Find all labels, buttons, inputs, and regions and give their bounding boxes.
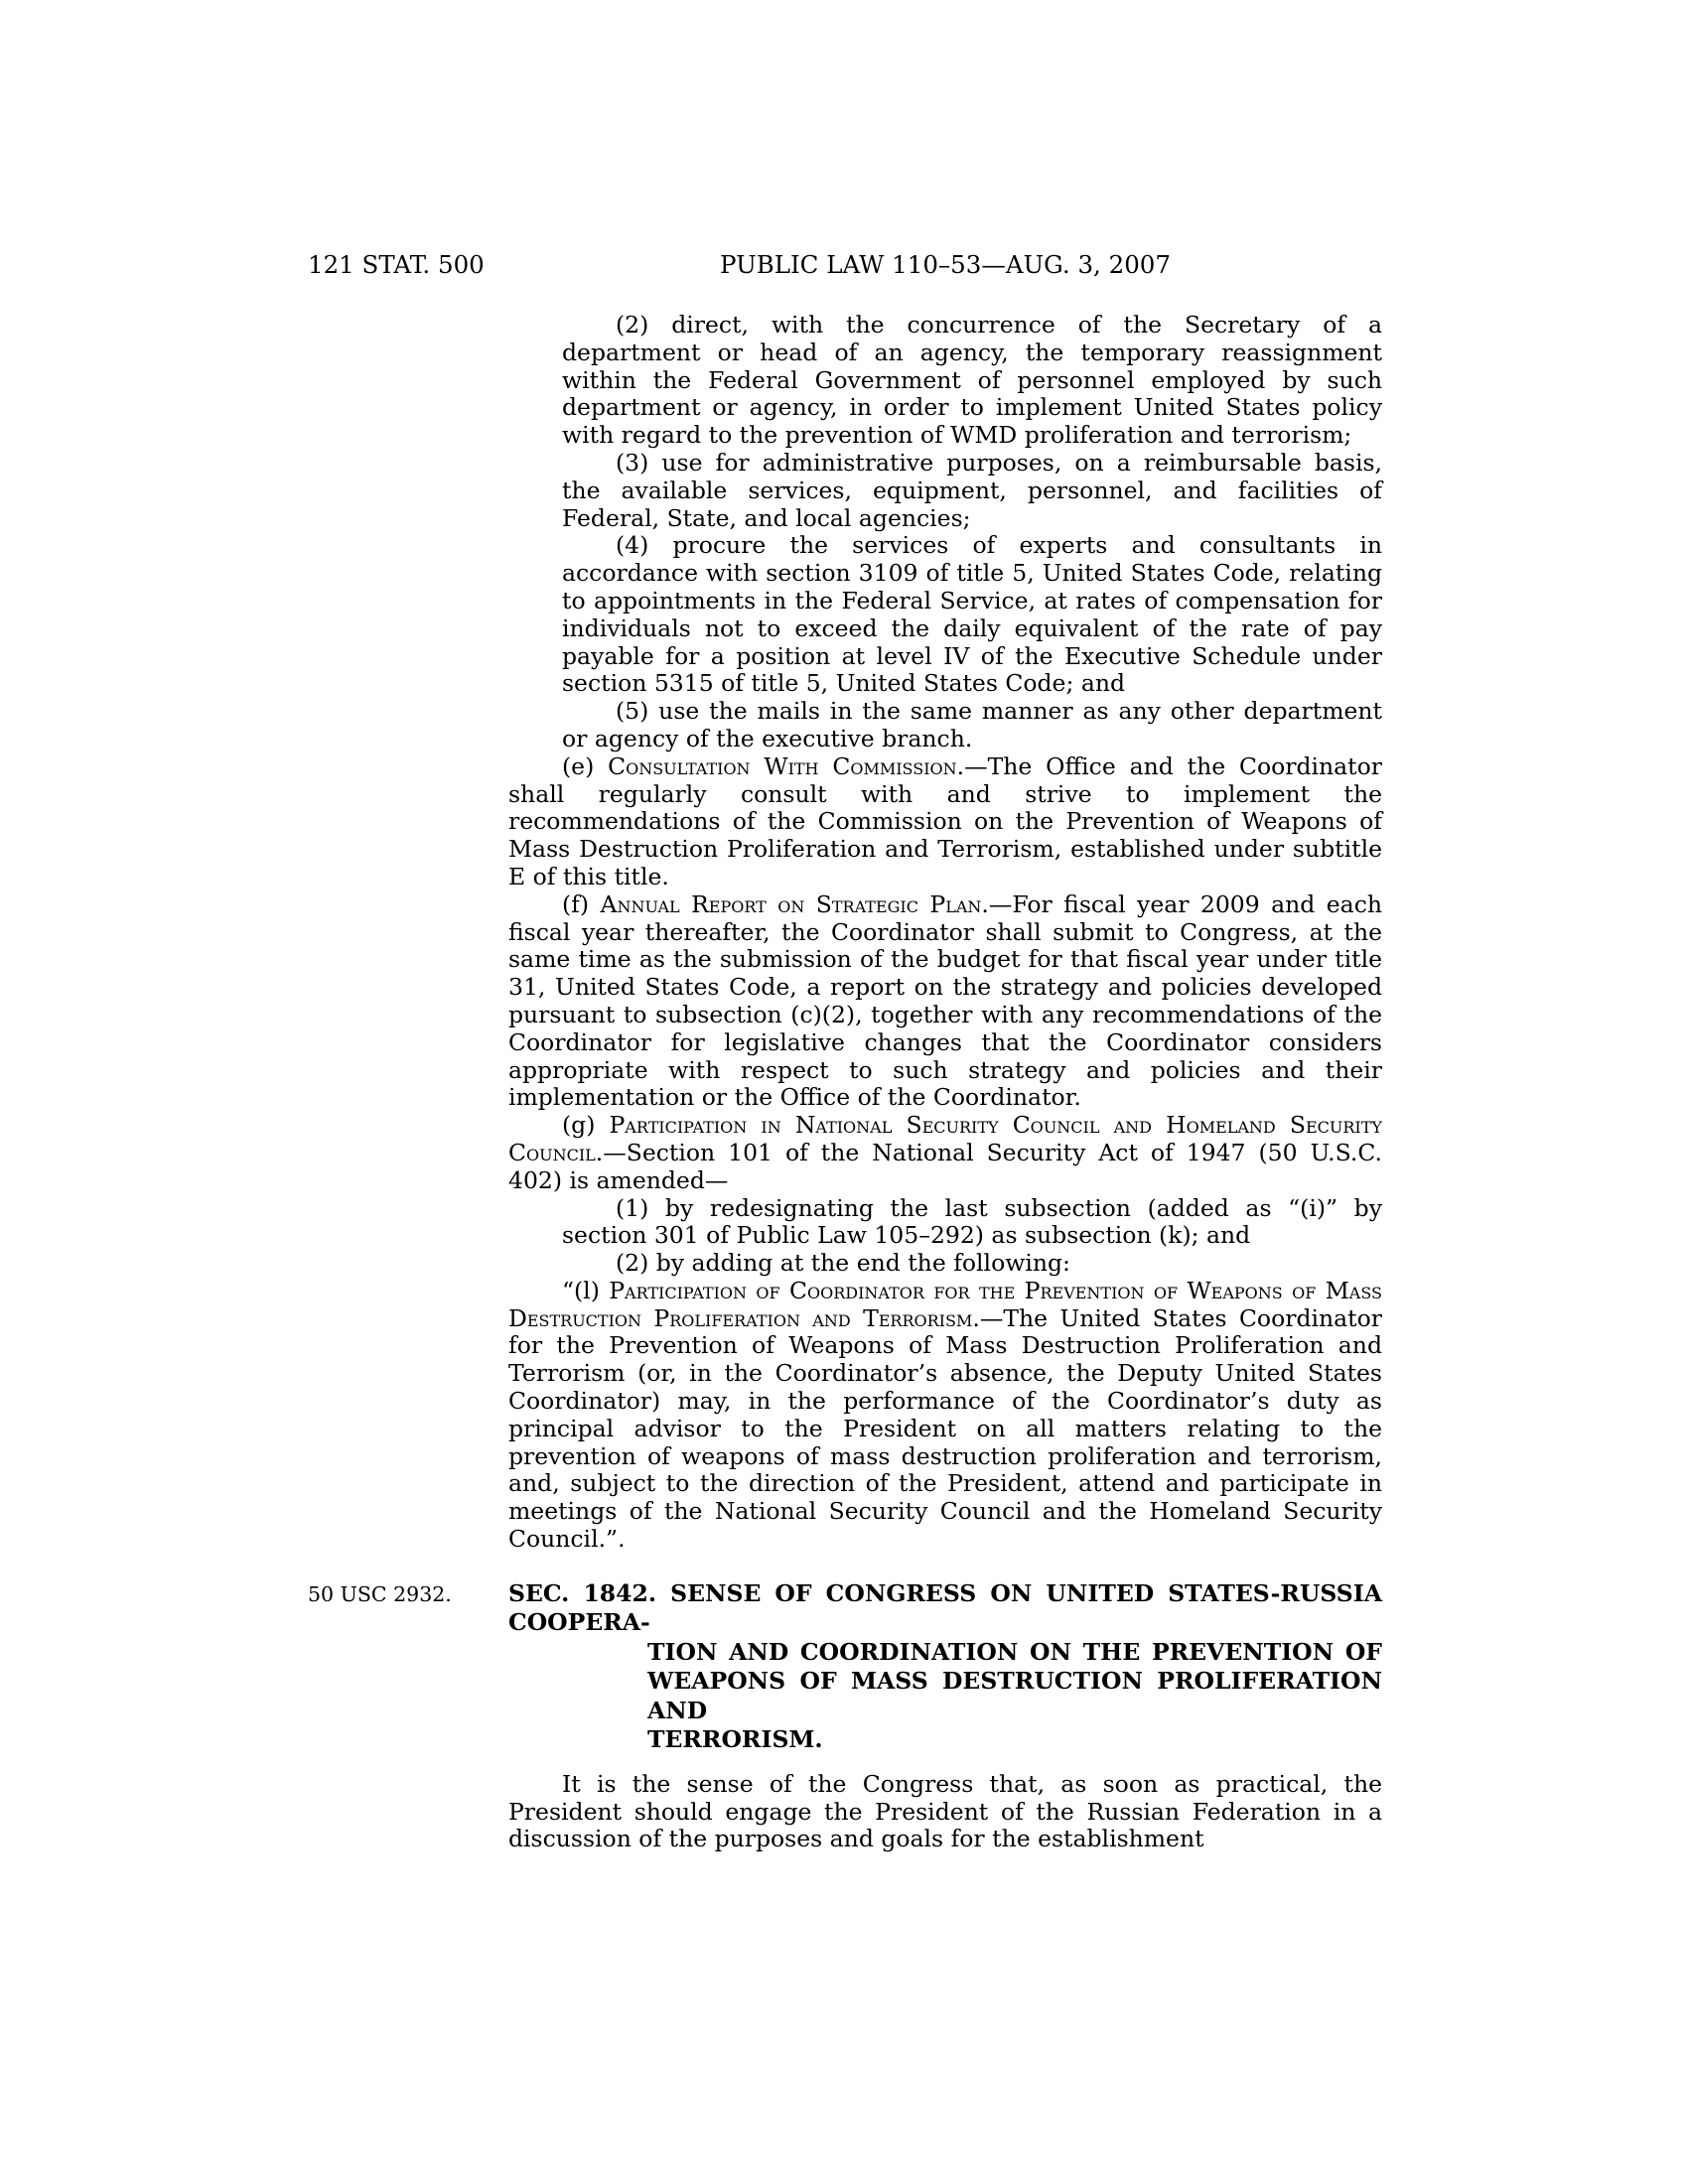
- paragraph-list: [508, 312, 1382, 1554]
- paragraph-text: (4) procure the services of experts and consultants in accordance with section 3109 of title 5, United States Code, relating to appointments in the Federal Service, at rates of compensation for individuals not to exceed the daily equivalent of the rate of pay payable for a position at level IV of the Executive Schedule under section 5315 of title 5, United States Code; and: [562, 531, 1382, 698]
- statute-paragraph: [508, 1771, 1382, 1853]
- statute-paragraph: [562, 450, 1382, 532]
- margin-note-usc-citation: 50 USC 2932.: [308, 1581, 452, 1606]
- statute-paragraph: [508, 1112, 1382, 1194]
- small-caps-run: Annual Report on Strategic Plan: [600, 889, 982, 918]
- statute-paragraph: [508, 891, 1382, 1112]
- section-heading-line: WEAPONS OF MASS DESTRUCTION PROLIFERATION AND: [647, 1667, 1382, 1724]
- paragraph-text: (2) direct, with the concurrence of the Secretary of a department or head of an agency, the temporary reassignment within the Federal Government of personnel employed by such department or agency, in order to implement United States policy with regard to the prevention of WMD proliferation and terrorism;: [562, 311, 1382, 450]
- statute-paragraph: [562, 1250, 1382, 1278]
- statute-paragraph: [562, 312, 1382, 450]
- paragraph-text: .—The United States Coordinator for the Prevention of Weapons of Mass Destruction Proliferation and Terrorism (or, in the Coordinator’s absence, the Deputy United States Coordinator) may, in the performance of the Coordinator’s duty as principal advisor to the President on all matters relating to the prevention of weapons of mass destruction proliferation and terrorism, and, subject to the direction of the President, attend and participate in meetings of the National Security Council and the Homeland Security Council.”.: [508, 1303, 1382, 1554]
- small-caps-run: Consultation With Commission: [608, 751, 957, 780]
- section-heading-line: SEC. 1842. SENSE OF CONGRESS ON UNITED STATES-RUSSIA COOPERA-: [508, 1578, 1382, 1637]
- paragraph-lead: (e): [562, 751, 609, 780]
- paragraph-text: (5) use the mails in the same manner as any other department or agency of the executive branch.: [562, 697, 1382, 752]
- paragraph-text: .—Section 101 of the National Security Act of 1947 (50 U.S.C. 402) is amended—: [508, 1138, 1382, 1194]
- small-caps-run: Participation in National Security Council and Homeland Security Council: [508, 1111, 1382, 1166]
- paragraph-text: It is the sense of the Congress that, as soon as practical, the President should engage the President of the Russian Federation in a discussion of the purposes and goals for the establishment: [508, 1769, 1382, 1853]
- statute-text-column: [308, 311, 1383, 1853]
- page-number-stat-citation: 121 STAT. 500: [308, 250, 485, 279]
- paragraph-lead: “(l): [562, 1276, 610, 1304]
- statute-paragraph: [562, 698, 1382, 753]
- paragraph-lead: (f): [562, 889, 601, 918]
- paragraph-lead: (g): [562, 1111, 610, 1140]
- statute-paragraph: [508, 753, 1382, 891]
- statute-paragraph: [562, 1195, 1382, 1251]
- paragraph-text: (2) by adding at the end the following:: [616, 1249, 1070, 1278]
- statute-paragraph: [508, 1278, 1382, 1554]
- statute-paragraph: [562, 532, 1382, 698]
- paragraph-text: .—For fiscal year 2009 and each fiscal year thereafter, the Coordinator shall submit to Congress, at the same time as the submission of the budget for that fiscal year under title 31, United States Code, a report on the strategy and policies developed pursuant to subsection (c)(2), together with any recommendations of the Coordinator for legislative changes that the Coordinator considers appropriate with respect to such strategy and policies and their implementation or the Office of the Coordinator.: [508, 889, 1382, 1112]
- section-heading: [508, 1579, 1382, 1755]
- paragraph-text: (1) by redesignating the last subsection (added as “(i)” by section 301 of Public Law 105–292) as subsection (k); and: [562, 1193, 1382, 1250]
- section-heading-line: TION AND COORDINATION ON THE PREVENTION OF: [647, 1637, 1382, 1666]
- running-head-law-title: PUBLIC LAW 110–53—AUG. 3, 2007: [720, 250, 1171, 279]
- small-caps-run: Participation of Coordinator for the Prevention of Weapons of Mass Destruction Proliferation and Terrorism: [508, 1276, 1382, 1332]
- paragraph-text: (3) use for administrative purposes, on a reimbursable basis, the available services, equipment, personnel, and facilities of Federal, State, and local agencies;: [562, 448, 1382, 532]
- section-body-text: [508, 1771, 1382, 1853]
- section-1842-block: [308, 1578, 1382, 1853]
- section-heading-line: TERRORISM.: [647, 1725, 823, 1754]
- paragraph-text: .—The Office and the Coordinator shall regularly consult with and strive to implement the recommendations of the Commission on the Prevention of Weapons of Mass Destruction Proliferation and Terrorism, established under subtitle E of this title.: [508, 751, 1383, 890]
